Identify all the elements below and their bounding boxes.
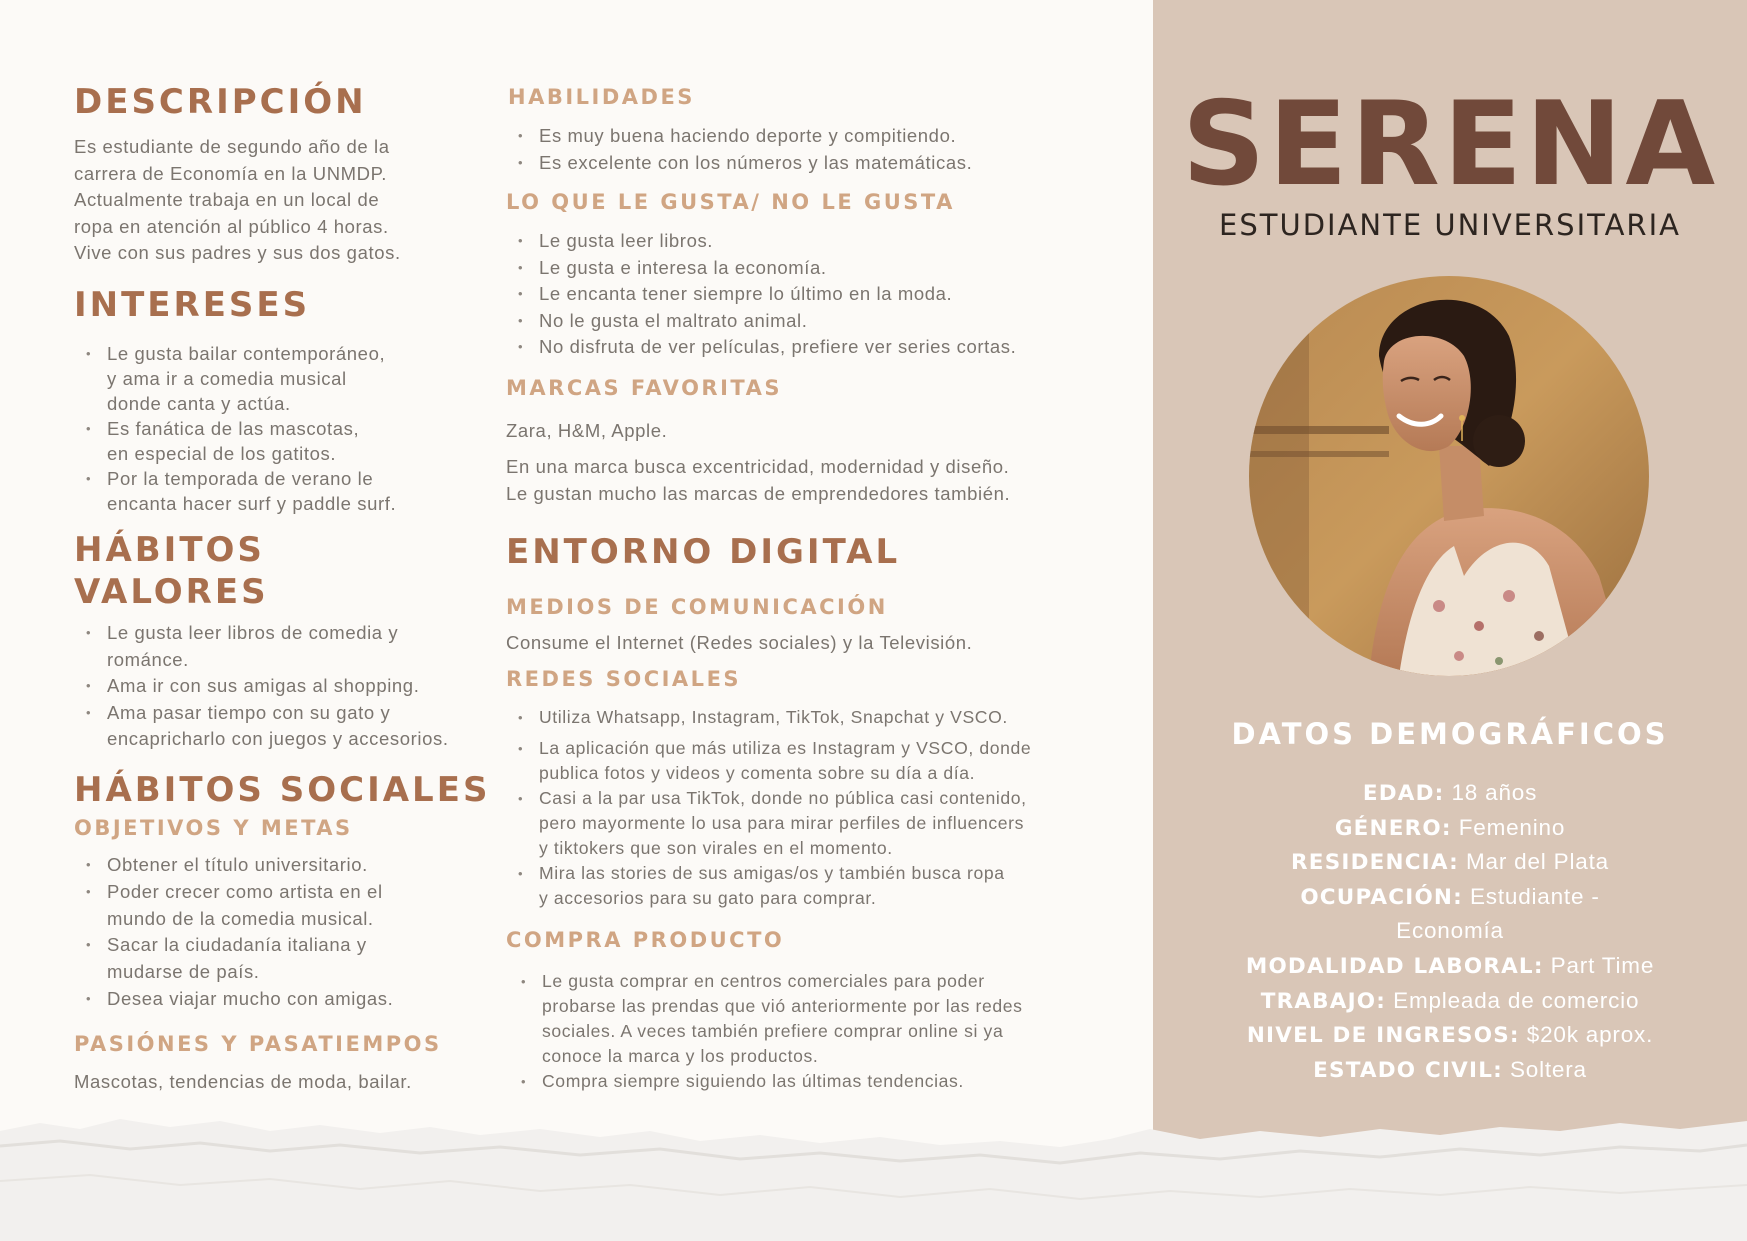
descripcion-text xyxy=(74,134,494,267)
demo-key: OCUPACIÓN: xyxy=(1300,884,1463,910)
demo-value: Part Time xyxy=(1543,952,1655,978)
demo-row-edad xyxy=(1220,776,1680,811)
demo-value: Femenino xyxy=(1451,814,1566,840)
list-item: • Utiliza Whatsapp, Instagram, TikTok, Snapchat y VSCO. xyxy=(506,705,1106,730)
marcas-line: Le gustan mucho las marcas de emprendedores también. xyxy=(506,482,1011,504)
datos-demograficos xyxy=(1220,776,1680,1087)
demo-key: TRABAJO: xyxy=(1260,988,1387,1014)
intereses-title: INTERESES xyxy=(74,285,311,325)
list-item: • Ama ir con sus amigas al shopping. xyxy=(74,673,514,700)
marcas-brands: Zara, H&M, Apple. xyxy=(506,420,668,441)
descripcion-line: Actualmente trabaja en un local de xyxy=(74,189,380,211)
valores-title: VALORES xyxy=(74,572,269,612)
demo-row-residencia xyxy=(1220,845,1680,880)
demo-row-estado-civil xyxy=(1220,1053,1680,1088)
marcas-title: MARCAS FAVORITAS xyxy=(506,376,782,400)
entorno-title: ENTORNO DIGITAL xyxy=(506,532,901,572)
marcas-text xyxy=(506,454,1106,507)
list-item: • La aplicación que más utiliza es Instagram y VSCO, donde publica fotos y videos y comenta sobre su día a día. xyxy=(506,736,1106,786)
list-item: • Ama pasar tiempo con su gato y encapricharlo con juegos y accesorios. xyxy=(74,700,514,753)
demo-key: GÉNERO: xyxy=(1334,815,1452,841)
list-item: • Obtener el título universitario. xyxy=(74,852,494,879)
objetivos-list xyxy=(74,852,494,1013)
demo-value: Economía xyxy=(1396,918,1504,944)
demo-row-ocupacion xyxy=(1220,880,1680,915)
list-item: • Le gusta leer libros de comedia y románce. xyxy=(74,620,514,673)
demo-key: MODALIDAD LABORAL: xyxy=(1245,953,1544,979)
demo-row-ocupacion-cont xyxy=(1220,914,1680,949)
redes-list xyxy=(506,705,1106,911)
medios-text: Consume el Internet (Redes sociales) y la Televisión. xyxy=(506,632,973,653)
descripcion-line: Vive con sus padres y sus dos gatos. xyxy=(74,242,401,264)
pasiones-text: Mascotas, tendencias de moda, bailar. xyxy=(74,1071,412,1092)
habilidades-list xyxy=(506,122,1106,176)
demo-value: Empleada de comercio xyxy=(1386,987,1640,1013)
demo-key: RESIDENCIA: xyxy=(1291,850,1459,876)
intereses-list xyxy=(74,341,494,516)
list-item: • Le encanta tener siempre lo último en la moda. xyxy=(506,281,1106,308)
demo-value: 18 años xyxy=(1444,780,1538,805)
objetivos-title: OBJETIVOS Y METAS xyxy=(74,816,353,840)
gustos-title: LO QUE LE GUSTA/ NO LE GUSTA xyxy=(506,190,955,214)
list-item: • Sacar la ciudadanía italiana y mudarse de país. xyxy=(74,932,494,986)
demo-row-ingresos xyxy=(1220,1018,1680,1053)
habilidades-title: HABILIDADES xyxy=(508,85,695,109)
demo-value: $20k aprox. xyxy=(1519,1022,1654,1048)
demo-row-trabajo xyxy=(1220,984,1680,1019)
list-item: • Mira las stories de sus amigas/os y también busca ropa y accesorios para su gato para comprar. xyxy=(506,861,1106,911)
pasiones-title: PASIÓNES Y PASATIEMPOS xyxy=(74,1032,442,1056)
descripcion-line: Es estudiante de segundo año de la xyxy=(74,136,390,157)
list-item: • Poder crecer como artista en el mundo de la comedia musical. xyxy=(74,879,494,933)
demo-key: ESTADO CIVIL: xyxy=(1313,1057,1503,1083)
list-item: • No le gusta el maltrato animal. xyxy=(506,308,1106,335)
list-item: • Casi a la par usa TikTok, donde no pública casi contenido, pero mayormente lo usa para mirar perfiles de influencers y tiktokers que son virales en el momento. xyxy=(506,786,1106,861)
demo-value: Mar del Plata xyxy=(1458,849,1609,875)
demo-row-modalidad xyxy=(1220,949,1680,984)
redes-title: REDES SOCIALES xyxy=(506,667,742,691)
habitos-sociales-title: HÁBITOS SOCIALES xyxy=(74,770,491,810)
list-item: • Desea viajar mucho con amigas. xyxy=(74,986,494,1013)
compra-title: COMPRA PRODUCTO xyxy=(506,928,785,952)
list-item: • Le gusta comprar en centros comerciales para poder probarse las prendas que vió anteriormente por las redes sociales. A veces también prefiere comprar online si ya conoce la marca y los productos. xyxy=(509,969,1109,1069)
demo-value: Soltera xyxy=(1502,1056,1587,1082)
list-item: • Por la temporada de verano le encanta hacer surf y paddle surf. xyxy=(74,466,494,516)
persona-name: SERENA xyxy=(1181,77,1719,212)
list-item: • No disfruta de ver películas, prefiere ver series cortas. xyxy=(506,334,1106,361)
medios-title: MEDIOS DE COMUNICACIÓN xyxy=(506,595,888,619)
gustos-list xyxy=(506,228,1106,361)
list-item: • Compra siempre siguiendo las últimas tendencias. xyxy=(509,1069,1109,1094)
list-item: • Le gusta leer libros. xyxy=(506,228,1106,255)
list-item: • Es muy buena haciendo deporte y compitiendo. xyxy=(506,122,1106,149)
list-item: • Le gusta e interesa la economía. xyxy=(506,255,1106,282)
valores-list xyxy=(74,620,514,753)
datos-demograficos-title: DATOS DEMOGRÁFICOS xyxy=(1231,717,1669,751)
persona-role: ESTUDIANTE UNIVERSITARIA xyxy=(1219,208,1681,242)
list-item: • Es excelente con los números y las matemáticas. xyxy=(506,149,1106,176)
torn-paper-decoration xyxy=(0,1101,1747,1241)
marcas-line: En una marca busca excentricidad, modernidad y diseño. xyxy=(506,456,1010,477)
compra-list xyxy=(509,969,1109,1094)
descripcion-title: DESCRIPCIÓN xyxy=(74,82,367,122)
demo-value: Estudiante - xyxy=(1462,883,1600,909)
habitos-title: HÁBITOS xyxy=(74,530,265,570)
descripcion-line: ropa en atención al público 4 horas. xyxy=(74,215,389,237)
list-item: • Le gusta bailar contemporáneo, y ama ir a comedia musical donde canta y actúa. xyxy=(74,341,494,416)
demo-key: EDAD: xyxy=(1362,781,1445,806)
demo-row-genero xyxy=(1220,811,1680,846)
demo-key: NIVEL DE INGRESOS: xyxy=(1246,1023,1520,1049)
descripcion-line: carrera de Economía en la UNMDP. xyxy=(74,162,387,184)
persona-photo xyxy=(1249,276,1649,676)
list-item: • Es fanática de las mascotas, en especial de los gatitos. xyxy=(74,416,494,466)
